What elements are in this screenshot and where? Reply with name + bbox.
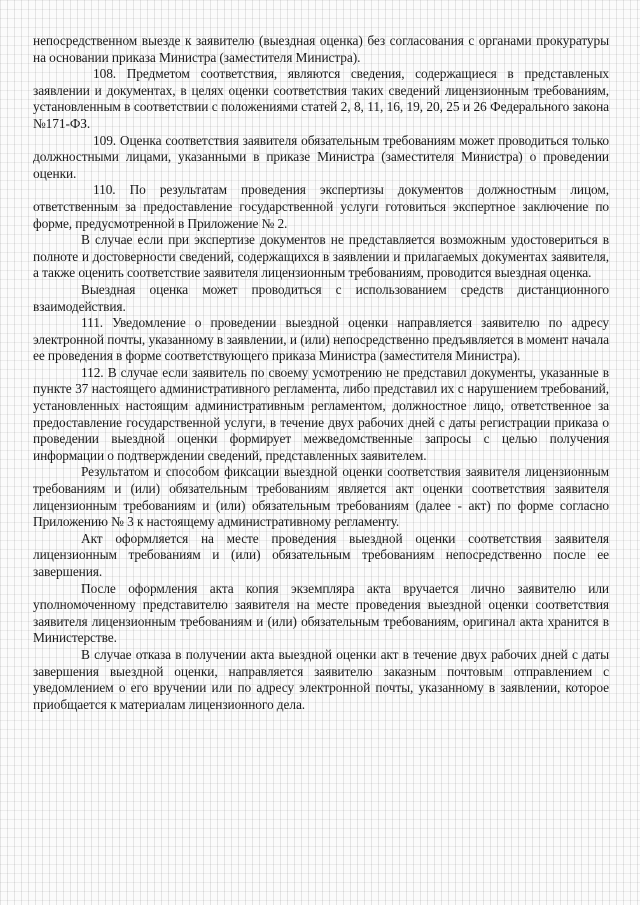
paragraph-111: 111. Уведомление о проведении выездной оценки направляется заявителю по адресу электронной почты, указанному в заявлении, и (или) непосредственно предъявляется в момент начала ее проведения в форме соответствующего приказа Министра (заместителя Министра). [33, 315, 609, 364]
paragraph-108: 108. Предметом соответствия, являются сведения, содержащиеся в представленых заявлении и документах, в целях оценки соответствия таких сведений лицензионным требованиям, установленным в соответствии с положениями статей 2, 8, 11, 16, 19, 20, 25 и 26 Федерального закона №171-ФЗ. [33, 66, 609, 131]
paragraph-110: 110. По результатам проведения экспертизы документов должностным лицом, ответственным за предоставление государственной услуги готовиться экспертное заключение по форме, предусмотренной в Приложение № 2. [33, 182, 609, 231]
paragraph-act-drawing: Акт оформляется на месте проведения выездной оценки соответствия заявителя лицензионным требованиям и (или) обязательным требованиям непосредственно после ее завершения. [33, 530, 609, 579]
paragraph-112: 112. В случае если заявитель по своему усмотрению не представил документы, указанные в пункте 37 настоящего административного регламента, либо представил их с нарушением требований, установленных настоящим административным регламентом, должностное лицо, ответственное за предоставление государственной услуги, в течение двух рабочих дней с даты регистрации приказа о проведении выездной оценки формирует межведомственные запросы с целью получения информации о подтверждении сведений, представленных заявителем. [33, 364, 609, 463]
paragraph-assessment-result: Результатом и способом фиксации выездной оценки соответствия заявителя лицензионным требованиям и (или) обязательным требованиям является акт оценки соответствия заявителя лицензионным требованиям и (или) обязательным требованиям (далее - акт) по форме согласно Приложению № 3 к настоящему административному регламенту. [33, 464, 609, 530]
paragraph-expertise-case: В случае если при экспертизе документов не представляется возможным удостовериться в полноте и достоверности сведений, содержащихся в заявлении и прилагаемых документах заявителя, а также оценить соответствие заявителя лицензионным требованиям, проводится выездная оценка. [33, 232, 609, 281]
paragraph-109: 109. Оценка соответствия заявителя обязательным требованиям может проводиться только должностными лицами, указанными в приказе Министра (заместителя Министра) о проведении оценки. [33, 132, 609, 181]
paragraph-act-refusal: В случае отказа в получении акта выездной оценки акт в течение двух рабочих дней с даты завершения выездной оценки, направляется заявителю заказным почтовым отправлением с уведомлением о его вручении или по адресу электронной почты, указанному в заявлении, которое приобщается к материалам лицензионного дела. [33, 646, 609, 712]
document-body [33, 33, 609, 713]
paragraph-act-copy: После оформления акта копия экземпляра акта вручается лично заявителю или уполномоченному представителю заявителя на месте проведения выездной оценки соответствия заявителя лицензионным требованиям и (или) обязательным требованиям, оригинал акта хранится в Министерстве. [33, 580, 609, 646]
paragraph-intro-continuation: непосредственном выезде к заявителю (выездная оценка) без согласования с органами прокуратуры на основании приказа Министра (заместителя Министра). [33, 33, 609, 65]
paragraph-remote-assessment: Выездная оценка может проводиться с использованием средств дистанционного взаимодействия. [33, 281, 609, 314]
